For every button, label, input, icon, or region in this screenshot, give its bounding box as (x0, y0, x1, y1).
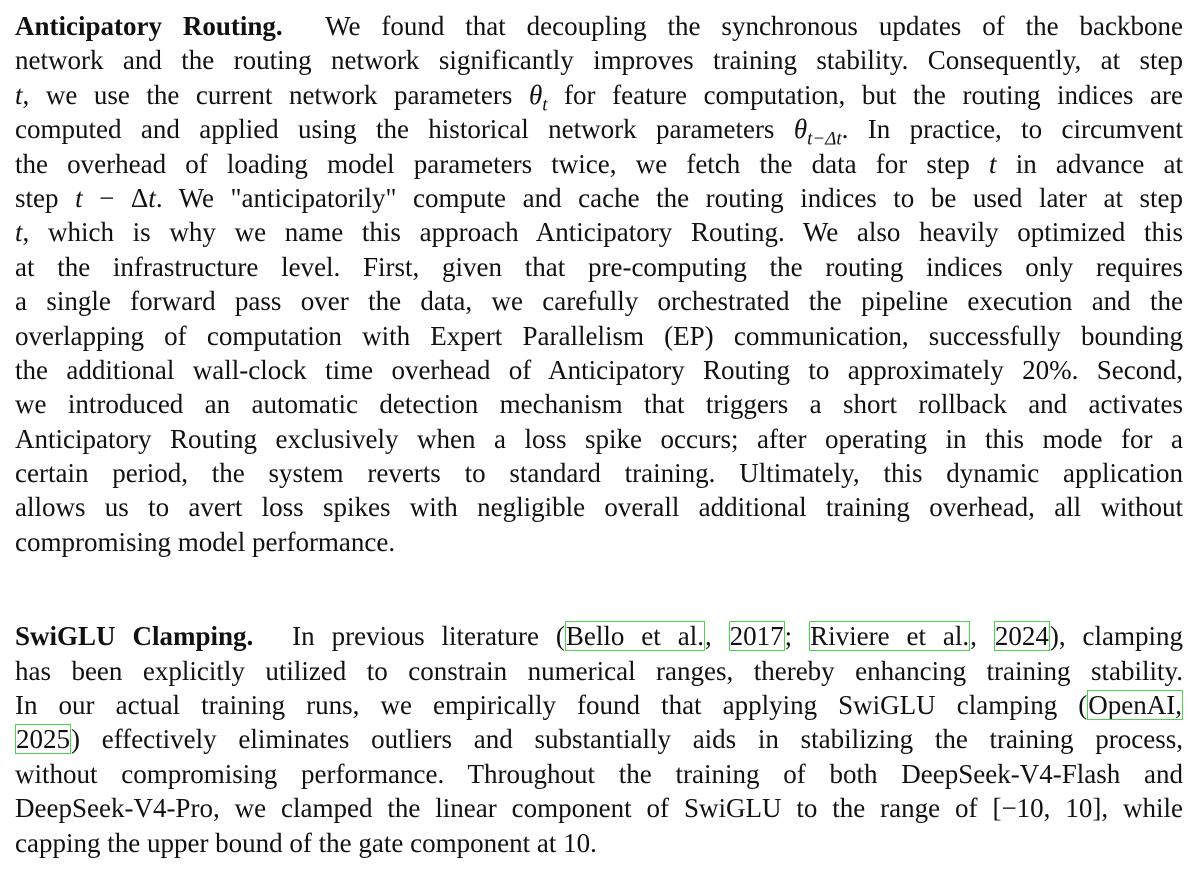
text-line: the overhead of loading model parameters twice, we fetch the data for step t in advance at (15, 148, 1183, 179)
citation-link[interactable]: Bello et al. (565, 621, 704, 652)
text-line: SwiGLU Clamping. In previous literature (Bello et al., 2017; Riviere et al., 2024), clamping (15, 621, 1183, 652)
citation-link[interactable]: 2025 (16, 724, 70, 755)
text-line: network and the routing network significantly improves training stability. Consequently, at step (15, 45, 1183, 76)
text-line: compromising model performance. (15, 526, 396, 557)
text-line: a single forward pass over the data, we carefully orchestrated the pipeline execution and the (15, 286, 1183, 317)
text-line: t, which is why we name this approach Anticipatory Routing. We also heavily optimized this (15, 217, 1183, 248)
citation-link[interactable]: 2017 (729, 621, 784, 652)
text-line: at the infrastructure level. First, given that pre-computing the routing indices only requires (15, 251, 1183, 282)
section-heading: Anticipatory Routing. (15, 11, 283, 41)
text-line: without compromising performance. Throughout the training of both DeepSeek-V4-Flash and (15, 758, 1183, 789)
text-line: computed and applied using the historical network parameters $\theta_{t-\Delta t}$. In practice, to circumvent (15, 114, 1184, 150)
text-line: certain period, the system reverts to standard training. Ultimately, this dynamic application (15, 458, 1183, 489)
text-line: step t − Δt. We "anticipatorily" compute and cache the routing indices to be used later at step (15, 182, 1184, 213)
text-line: DeepSeek-V4-Pro, we clamped the linear component of SwiGLU to the range of [−10, 10], while (15, 793, 1183, 824)
text-line: capping the upper bound of the gate component at 10. (15, 827, 597, 858)
citation-link[interactable]: OpenAI, (1088, 690, 1182, 721)
section-heading: SwiGLU Clamping. (15, 621, 254, 652)
text-line: the additional wall-clock time overhead of Anticipatory Routing to approximately 20%. Second, (15, 354, 1183, 385)
citation-link[interactable]: Riviere et al. (810, 621, 970, 652)
text-line: 2025) effectively eliminates outliers and substantially aids in stabilizing the training process, (16, 724, 1183, 755)
section-swiglu-clamping (15, 619, 1185, 860)
text-line: allows us to avert loss spikes with negligible overall additional training overhead, all without (15, 492, 1183, 523)
text-line: Anticipatory Routing. We found that decoupling the synchronous updates of the backbone (15, 11, 1183, 41)
section-gap (15, 559, 1185, 619)
paper-body (15, 9, 1185, 860)
text-line: Anticipatory Routing exclusively when a loss spike occurs; after operating in this mode for a (15, 423, 1183, 454)
text-line: In our actual training runs, we empirically found that applying SwiGLU clamping (OpenAI, (15, 690, 1182, 721)
text-line: we introduced an automatic detection mechanism that triggers a short rollback and activates (15, 389, 1183, 420)
text-line: has been explicitly utilized to constrain numerical ranges, thereby enhancing training stability. (15, 655, 1183, 686)
text-line: t, we use the current network parameters $\theta_t$ for feature computation, but the routing indices are (15, 79, 1183, 116)
section-anticipatory-routing (15, 9, 1185, 559)
citation-link[interactable]: 2024 (994, 621, 1049, 652)
text-line: overlapping of computation with Expert Parallelism (EP) communication, successfully bounding (15, 320, 1183, 351)
